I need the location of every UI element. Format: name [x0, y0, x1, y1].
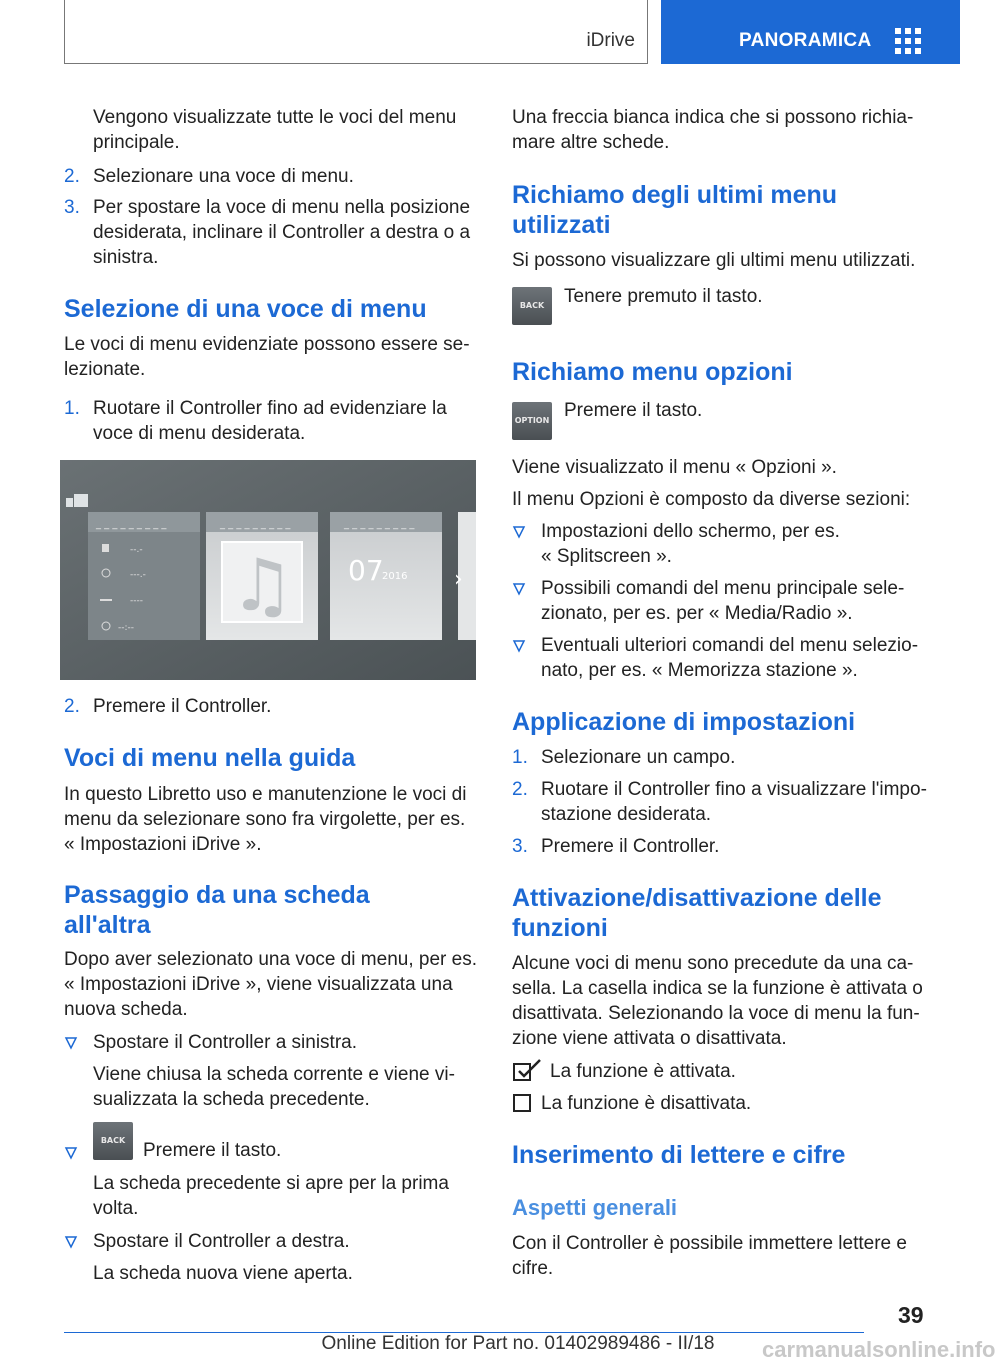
heading-inserimento: Inserimento di lettere e cifre — [512, 1141, 846, 1169]
subheading-aspetti: Aspetti generali — [512, 1195, 678, 1220]
paragraph: sella. La casella indica se la funzione è attivata o — [512, 978, 923, 999]
bullet-triangle-icon — [64, 1146, 78, 1160]
bullet-triangle-icon — [64, 1235, 78, 1249]
step-number: 2. — [64, 166, 80, 187]
paragraph: Alcune voci di menu sono precedute da una ca- — [512, 953, 914, 974]
paragraph: Si possono visualizzare gli ultimi menu utilizzati. — [512, 250, 916, 271]
paragraph: « Impostazioni iDrive ». — [64, 834, 262, 855]
bullet-triangle-icon — [512, 582, 526, 596]
paragraph: nuova scheda. — [64, 999, 188, 1020]
paragraph: « Impostazioni iDrive », viene visualizzata una — [64, 974, 453, 995]
step-text: Ruotare il Controller fino ad evidenziare la — [93, 398, 447, 419]
bullet-text: Eventuali ulteriori comandi del menu selezio- — [541, 635, 919, 656]
heading-attivazione-2: funzioni — [512, 914, 608, 942]
tab-label-3: _ _ _ _ _ _ _ _ _ — [344, 519, 415, 530]
step-text: Premere il Controller. — [541, 836, 720, 857]
paragraph: cifre. — [512, 1258, 554, 1279]
value-4: --:-- — [118, 623, 135, 633]
heading-passaggio-2: all'altra — [64, 911, 151, 939]
step-number: 3. — [64, 197, 80, 218]
paragraph: Con il Controller è possibile immettere lettere e — [512, 1233, 907, 1254]
paragraph: principale. — [93, 132, 180, 153]
chapter-title: PANORAMICA — [739, 30, 872, 51]
bullet-detail: La scheda nuova viene aperta. — [93, 1263, 353, 1284]
bullet-triangle-icon — [512, 525, 526, 539]
heading-attivazione: Attivazione/disattivazione delle — [512, 884, 882, 912]
paragraph: Viene visualizzato il menu « Opzioni ». — [512, 457, 837, 478]
step-text: Per spostare la voce di menu nella posizione — [93, 197, 471, 218]
music-note-icon: ♫ — [229, 543, 295, 627]
heading-selezione: Selezione di una voce di menu — [64, 295, 427, 323]
step-text: desiderata, inclinare il Controller a destra o a — [93, 222, 471, 243]
chevron-right-icon: › — [454, 567, 463, 592]
paragraph: Il menu Opzioni è composto da diverse sezioni: — [512, 489, 911, 510]
bullet-detail: volta. — [93, 1198, 139, 1219]
heading-passaggio: Passaggio da una scheda — [64, 881, 370, 909]
idrive-screen-image — [60, 460, 476, 680]
step-number: 1. — [512, 747, 528, 768]
bullet-triangle-icon — [512, 639, 526, 653]
step-number: 3. — [512, 836, 528, 857]
paragraph: In questo Libretto uso e manutenzione le voci di — [64, 784, 467, 805]
watermark: carmanualsonline.info — [762, 1337, 996, 1362]
step-text: voce di menu desiderata. — [93, 423, 306, 444]
footer-edition-text: Online Edition for Part no. 01402989486 - II/18 — [321, 1333, 715, 1354]
step-number: 1. — [64, 398, 80, 419]
footer-edition — [0, 1333, 860, 1355]
heading-guida: Voci di menu nella guida — [64, 744, 356, 772]
option-key-icon: OPTION — [512, 402, 552, 440]
step-number: 2. — [512, 779, 528, 800]
step-text: Ruotare il Controller fino a visualizzare l'impo- — [541, 779, 927, 800]
header-section-box — [64, 0, 648, 64]
bullet-triangle-icon — [64, 1036, 78, 1050]
bullet-text: zionato, per es. per « Media/Radio ». — [541, 603, 853, 624]
bullet-text: nato, per es. « Memorizza stazione ». — [541, 660, 858, 681]
back-key-icon: BACK — [93, 1122, 133, 1160]
bullet-text: Premere il tasto. — [143, 1140, 282, 1161]
paragraph: lezionate. — [64, 359, 146, 380]
paragraph: Tenere premuto il tasto. — [564, 286, 763, 307]
paragraph: La funzione è attivata. — [550, 1061, 736, 1082]
step-text: Premere il Controller. — [93, 696, 272, 717]
grid-icon — [895, 28, 921, 54]
value-1: --.- — [130, 545, 143, 555]
paragraph: disattivata. Selezionando la voce di menu la fun- — [512, 1003, 920, 1024]
bullet-detail: sualizzata la scheda precedente. — [93, 1089, 370, 1110]
bullet-text: Impostazioni dello schermo, per es. — [541, 521, 840, 542]
step-number: 2. — [64, 696, 80, 717]
step-text: Selezionare una voce di menu. — [93, 166, 354, 187]
paragraph: Premere il tasto. — [564, 400, 703, 421]
bullet-text: Spostare il Controller a sinistra. — [93, 1032, 357, 1053]
paragraph: Le voci di menu evidenziate possono essere se- — [64, 334, 470, 355]
date-year: 2016 — [382, 571, 408, 582]
step-text: Selezionare un campo. — [541, 747, 736, 768]
step-text: stazione desiderata. — [541, 804, 712, 825]
paragraph: menu da selezionare sono fra virgolette, per es. — [64, 809, 466, 830]
bullet-text: Possibili comandi del menu principale sele- — [541, 578, 905, 599]
bullet-detail: Viene chiusa la scheda corrente e viene vi- — [93, 1064, 455, 1085]
bullet-text: Spostare il Controller a destra. — [93, 1231, 350, 1252]
page-number: 39 — [898, 1302, 924, 1328]
bullet-text: « Splitscreen ». — [541, 546, 672, 567]
heading-ultimi: Richiamo degli ultimi menu — [512, 181, 838, 209]
value-3: ---- — [130, 596, 143, 606]
paragraph: Vengono visualizzate tutte le voci del menu — [93, 107, 457, 128]
checkbox-unchecked-icon — [512, 1093, 532, 1113]
paragraph: La funzione è disattivata. — [541, 1093, 752, 1114]
heading-impostazioni: Applicazione di impostazioni — [512, 708, 856, 736]
paragraph: mare altre schede. — [512, 132, 670, 153]
value-2: ---.- — [130, 570, 146, 580]
heading-ultimi-2: utilizzati — [512, 211, 611, 239]
section-title: iDrive — [586, 30, 635, 51]
back-key-icon: BACK — [512, 287, 552, 325]
paragraph: Una freccia bianca indica che si possono richia- — [512, 107, 914, 128]
tab-label-1: _ _ _ _ _ _ _ _ _ — [96, 519, 167, 530]
paragraph: Dopo aver selezionato una voce di menu, per es. — [64, 949, 477, 970]
paragraph: zione viene attivata o disattivata. — [512, 1028, 787, 1049]
header-chapter-box[interactable] — [661, 0, 960, 64]
step-text: sinistra. — [93, 247, 159, 268]
checkbox-checked-icon — [512, 1058, 544, 1082]
bullet-detail: La scheda precedente si apre per la prima — [93, 1173, 449, 1194]
heading-opzioni: Richiamo menu opzioni — [512, 358, 793, 386]
idrive-screen-svg — [60, 460, 476, 680]
date-day: 07 — [348, 554, 384, 587]
tab-label-2: _ _ _ _ _ _ _ _ _ — [220, 519, 291, 530]
